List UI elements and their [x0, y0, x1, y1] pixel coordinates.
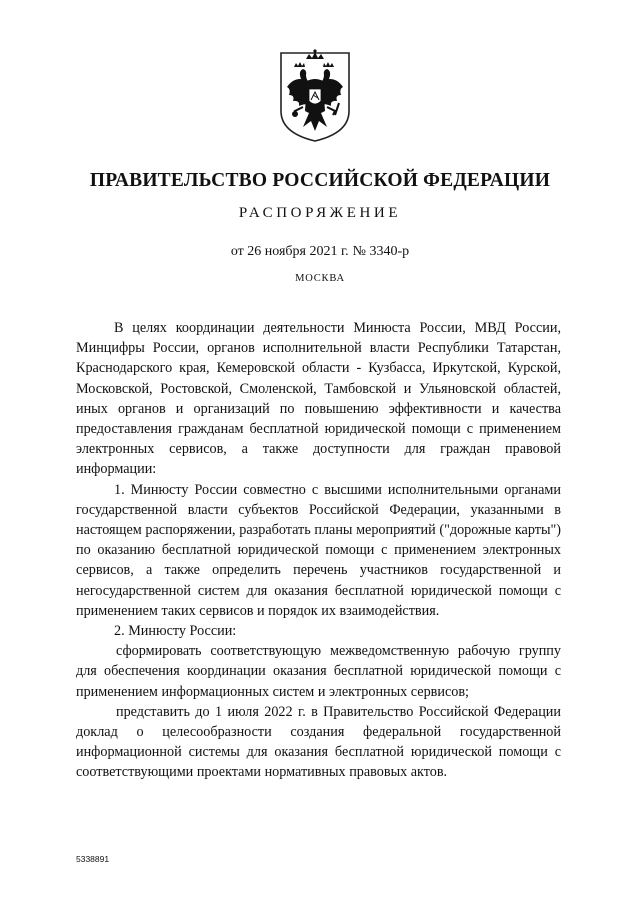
- government-title: ПРАВИТЕЛЬСТВО РОССИЙСКОЙ ФЕДЕРАЦИИ: [89, 170, 551, 191]
- item-2a-paragraph: сформировать соответствующую межведомственную рабочую группу для обеспечения координации оказания бесплатной юридической помощи с применением информационных систем и электронных сервисов;: [76, 643, 561, 700]
- item-1-paragraph: 1. Минюсту России совместно с высшими исполнительными органами государственной власти субъектов Российской Федерации, указанными в настоящем распоряжении, разработать планы мероприятий ("дорожные карты") по оказанию бесплатной юридической помощи с применением электронных сервисов, а также определить перечень участников государственной и негосударственной систем для оказания бесплатной юридической помощи с применением таких сервисов и порядок их взаимодействия.: [76, 481, 561, 619]
- item-2b-paragraph: представить до 1 июля 2022 г. в Правительство Российской Федерации доклад о целесообразности создания федеральной государственной информационной системы для оказания бесплатной юридической помощи с соответствующими проектами нормативных правовых актов.: [76, 703, 561, 781]
- document-city: МОСКВА: [295, 273, 345, 284]
- document-number: № 3340-р: [352, 244, 410, 259]
- date-number-line: [0, 244, 640, 260]
- document-body: [76, 318, 561, 783]
- document-code: 5338891: [76, 854, 110, 864]
- preamble-paragraph: В целях координации деятельности Минюста России, МВД России, Минцифры России, органов исполнительной власти Республики Татарстан, Краснодарского края, Кемеровской области - Кузбасса, Иркутской, Курской, Московской, Ростовской, Смоленской, Тамбовской и Ульяновской областей, иных органов и организаций по повышению эффективности и качества предоставления гражданам бесплатной юридической помощи с применением электронных сервисов, а также доступности для граждан правовой информации:: [76, 320, 561, 478]
- item-2-paragraph: 2. Минюсту России:: [114, 623, 237, 640]
- document-date: от 26 ноября 2021 г.: [230, 244, 349, 259]
- document-type: РАСПОРЯЖЕНИЕ: [238, 205, 402, 221]
- russian-coat-of-arms-icon: [273, 45, 357, 145]
